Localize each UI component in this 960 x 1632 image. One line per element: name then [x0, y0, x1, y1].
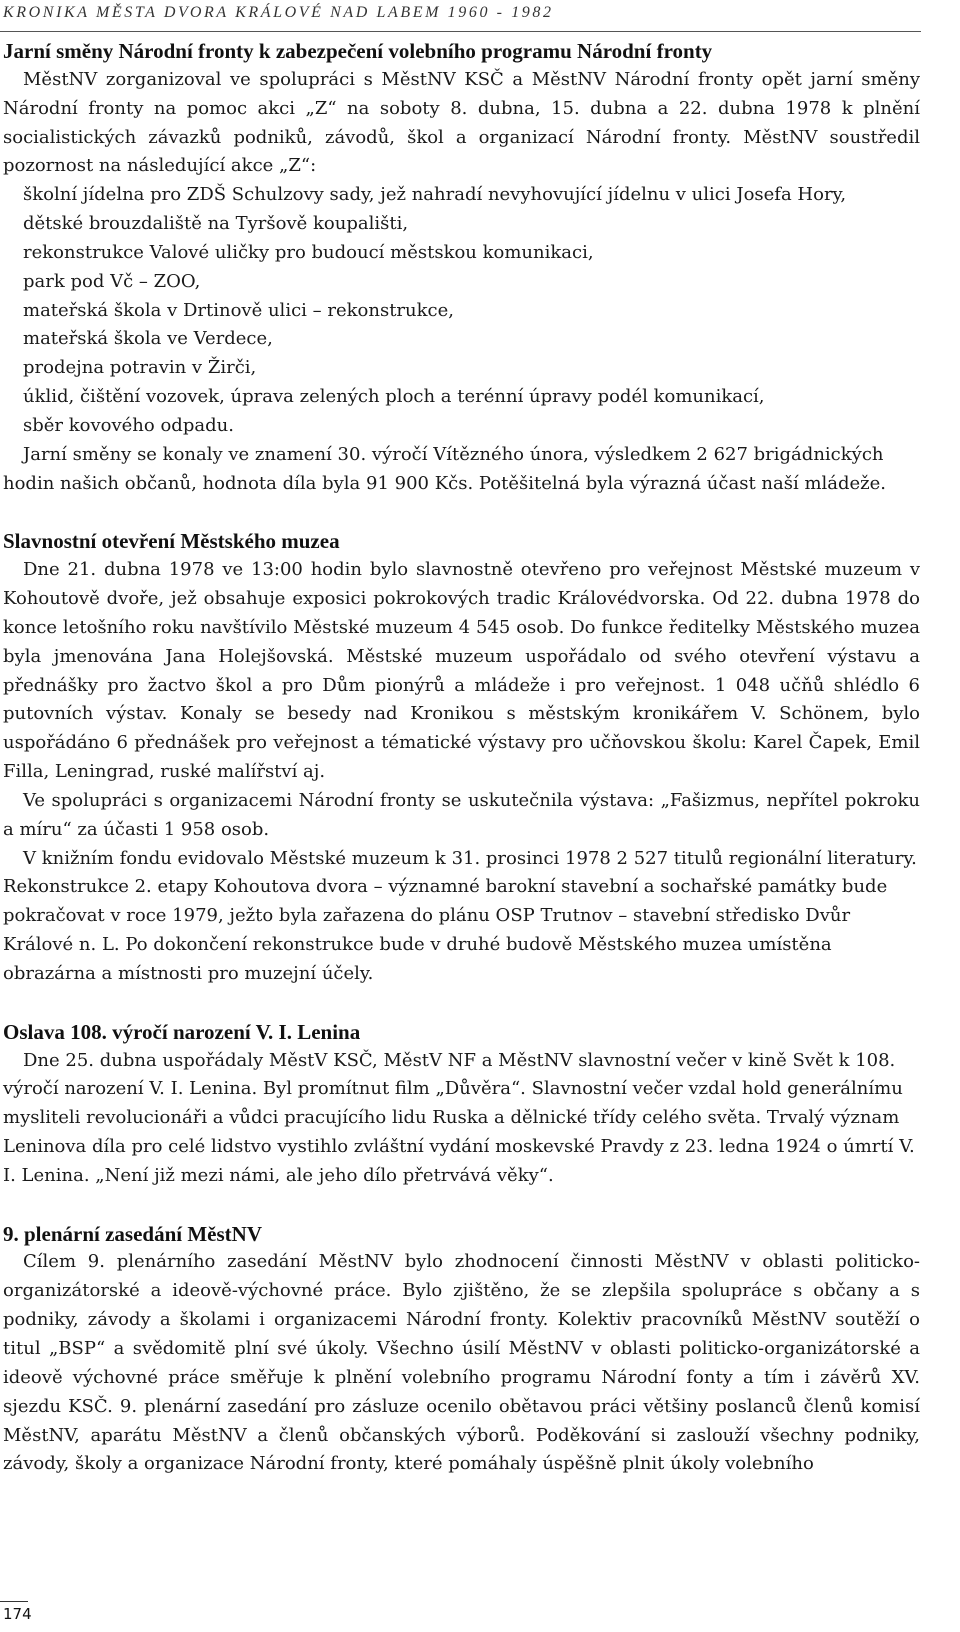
list-item: dětské brouzdaliště na Tyršově koupališti, — [23, 213, 409, 235]
paragraph-plenarni-zasedani-1: Cílem 9. plenárního zasedání MěstNV bylo zhodnocení činnosti MěstNV v oblasti politicko-organizátorské a ideově-výchovné práce. Bylo zjištěno, že se zlepšila spolupráce s občany a s podniky, závody a školami i organizacemi Národní fronty. Kolektiv pracovníků MěstNV soutěží o titul „BSP“ a svědomitě plní své úkoly. Všechno úsilí MěstNV v oblasti politicko-organizátorské a ideově výchovné práce směřuje k plnění volebního programu Národní fonty a tím i závěrů XV. sjezdu KSČ. 9. plenární zasedání pro zásluze ocenilo obětavou práci většiny poslanců členů komisí MěstNV, aparátu MěstNV a členů občanských výborů. Poděkování si zaslouží všechny podniky, závody, školy a organizace Národní fronty, které pomáhaly úspěšně plnit úkoly volebního — [3, 1251, 920, 1475]
section-title-lenin: Oslava 108. výročí narození V. I. Lenina — [3, 1019, 361, 1044]
list-item: prodejna potravin v Žirči, — [23, 357, 257, 379]
page-content — [3, 37, 920, 1479]
list-item: úklid, čištění vozovek, úprava zelených ploch a terénní úpravy podél komunikací, — [23, 386, 765, 408]
list-item: sběr kovového odpadu. — [23, 414, 234, 436]
paragraph-muzeum-2: Ve spolupráci s organizacemi Národní fronty se uskutečnila výstava: „Fašizmus, nepřítel pokroku a míru“ za účasti 1 958 osob. — [3, 789, 920, 840]
paragraph-jarni-smeny-intro: MěstNV zorganizoval ve spolupráci s MěstNV KSČ a MěstNV Národní fronty opět jarní směny Národní fronty na pomoc akci „Z“ na soboty 8. dubna, 15. dubna a 22. dubna 1978 k plnění socialistických závazků podniků, závodů, škol a organizací Národní fronty. MěstNV soustředil pozornost na následující akce „Z“: — [3, 68, 920, 177]
section-gap — [3, 989, 920, 1018]
list-item: rekonstrukce Valové uličky pro budoucí městskou komunikaci, — [23, 241, 594, 263]
paragraph-muzeum-1: Dne 21. dubna 1978 ve 13:00 hodin bylo slavnostně otevřeno pro veřejnost Městské muzeum v Kohoutově dvoře, jež obsahuje exposici pokrokových tradic Královédvorska. Od 22. dubna 1978 do konce letošního roku navštívilo Městské muzeum 4 545 osob. Do funkce ředitelky Městského muzea byla jmenována Jana Holejšovská. Městské muzeum uspořádalo od svého otevření výstavu a přednášky pro žactvo škol a pro Dům pionýrů a mládeže i pro veřejnost. 1 048 učňů shlédlo 6 putovních výstav. Konaly se besedy nad Kronikou s městským kronikářem V. Schönem, bylo uspořádáno 6 přednášek pro veřejnost a tématické výstavy pro učňovskou školu: Karel Čapek, Emil Filla, Leningrad, ruské malířství aj. — [3, 559, 920, 783]
section-gap — [3, 1191, 920, 1220]
section-gap — [3, 499, 920, 528]
running-header: KRONIKA MĚSTA DVORA KRÁLOVÉ NAD LABEM 1960 - 1982 — [3, 4, 554, 21]
header-rule — [0, 31, 921, 32]
list-item: mateřská škola v Drtinově ulici – rekonstrukce, — [23, 299, 454, 321]
page-number: 174 — [3, 1605, 32, 1623]
paragraph-jarni-smeny-closing: Jarní směny se konaly ve znamení 30. výročí Vítězného února, výsledkem 2 627 brigádnických hodin našich občanů, hodnota díla byla 91 900 Kčs. Potěšitelná byla výrazná účast naší mládeže. — [3, 443, 887, 494]
list-item: park pod Vč – ZOO, — [23, 270, 201, 292]
list-item: mateřská škola ve Verdece, — [23, 328, 273, 350]
akce-z-list — [3, 181, 920, 441]
paragraph-muzeum-3: V knižním fondu evidovalo Městské muzeum k 31. prosinci 1978 2 527 titulů regionální literatury. Rekonstrukce 2. etapy Kohoutova dvora – významné barokní stavební a sochařské památky bude pokračovat v roce 1979, ježto byla zařazena do plánu OSP Trutnov – stavební středisko Dvůr Králové n. L. Po dokončení rekonstrukce bude v druhé budově Městského muzea umístěna obrazárna a místnosti pro muzejní účely. — [3, 847, 917, 984]
section-title-muzeum: Slavnostní otevření Městského muzea — [3, 529, 340, 554]
section-title-jarni-smeny: Jarní směny Národní fronty k zabezpečení volebního programu Národní fronty — [3, 39, 713, 63]
footer-rule — [0, 1601, 28, 1602]
list-item: školní jídelna pro ZDŠ Schulzovy sady, jež nahradí nevyhovující jídelnu v ulici Josefa Hory, — [23, 184, 847, 206]
section-title-plenarni-zasedani: 9. plenární zasedání MěstNV — [3, 1221, 262, 1246]
paragraph-lenin-1: Dne 25. dubna uspořádaly MěstV KSČ, MěstV NF a MěstNV slavnostní večer v kině Svět k 108. výročí narození V. I. Lenina. Byl promítnut film „Důvěra“. Slavnostní večer vzdal hold generálnímu mysliteli revolucionáři a vůdci pracujícího lidu Ruska a dělnické třídy celého světa. Trvalý význam Leninova díla pro celé lidstvo vystihlo zvláštní vydání moskevské Pravdy z 23. ledna 1924 o úmrtí V. I. Lenina. „Není již mezi námi, ale jeho dílo přetrvává věky“. — [3, 1049, 915, 1186]
